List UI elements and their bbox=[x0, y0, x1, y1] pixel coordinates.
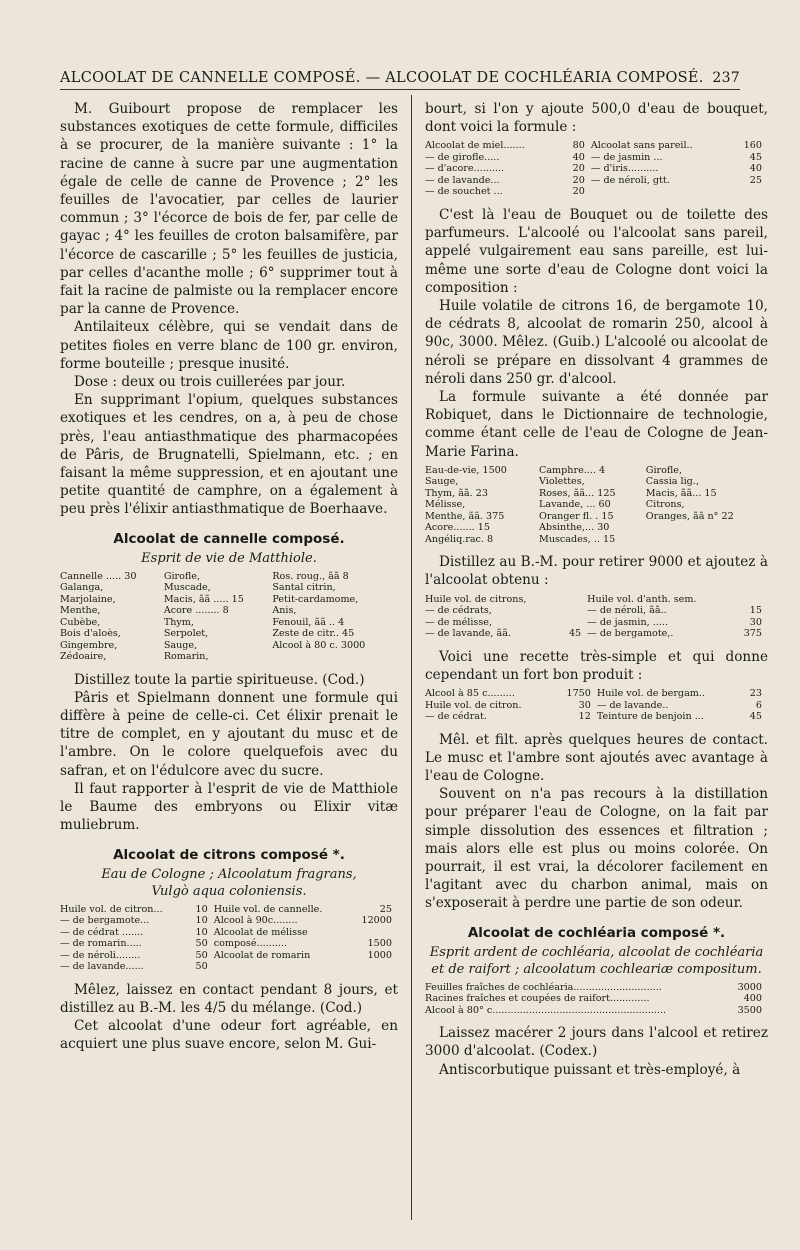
recipe-cell: Bois d'aloès, bbox=[60, 628, 121, 640]
section-subtitle: Eau de Cologne ; Alcoolatum fragrans, bbox=[101, 866, 357, 882]
recipe-cell: Huile vol. de citron... bbox=[60, 903, 163, 915]
paragraph: M. Guibourt propose de remplacer les substances exotiques de cette formule, difficiles à se procurer, de la manière suivante : 1° la racine de canne à sucre par une augmentation égale de celle de canne de Provence ; 2° les feuilles de l'avocatier, par celles de laurier commun ; 3° l'écorce de bois de fer, par celle de gayac ; 4° les feuilles de croton balsamifère, par l'écorce de cascarille ; 5° les feuilles de justicia, par celles d'acanthe molle ; 6° supprimer tout à fait la racine de palmiste ou la remplacer encore par la canne de Provence. bbox=[60, 101, 398, 318]
recipe-cell: 3000 bbox=[737, 981, 762, 993]
recipe-row bbox=[425, 993, 768, 1005]
recipe-cell: — de jasmin ... bbox=[590, 151, 663, 163]
recipe-cell: — de jasmin, ..... bbox=[587, 616, 668, 628]
section-subtitle: Vulgò aqua coloniensis. bbox=[151, 883, 307, 899]
recipe-cell: Racines fraîches et coupées de raifort............. bbox=[425, 993, 650, 1005]
paragraph: Mêl. et filt. après quelques heures de contact. Le musc et l'ambre sont ajoutés avec avantage à l'eau de Cologne. bbox=[425, 731, 768, 784]
recipe-row bbox=[60, 605, 398, 617]
paragraph: Voici une recette très-simple et qui donne cependant un fort bon produit : bbox=[425, 648, 768, 683]
recipe-cell: Thym, bbox=[163, 616, 194, 628]
paragraph: C'est là l'eau de Bouquet ou de toilette des parfumeurs. L'alcoolé ou l'alcoolat sans pareil, appelé vulgairement eau sans pareille, est lui-même une sorte d'eau de Cologne dont voici la composition : bbox=[425, 206, 768, 296]
recipe-table-farina bbox=[425, 465, 768, 546]
recipe-cell: Menthe, ãã. 375 bbox=[425, 510, 505, 522]
recipe-cell: 1000 bbox=[367, 949, 392, 961]
recipe-row bbox=[425, 186, 768, 198]
recipe-cell: Mélisse, bbox=[425, 499, 466, 511]
paragraph: Pâris et Spielmann donnent une formule qui diffère à peine de celle-ci. Cet élixir prenait le titre de complet, en y ajoutant du musc et de l'ambre. On le colore quelquefois avec du safran, et on l'édulcore avec du sucre. bbox=[60, 689, 398, 779]
recipe-cell: Huile vol. de bergam.. bbox=[596, 688, 705, 700]
recipe-cell: — de cédrat ....... bbox=[60, 926, 144, 938]
recipe-cell: Petit-cardamome, bbox=[272, 593, 359, 605]
recipe-cell: Menthe, bbox=[60, 605, 101, 617]
recipe-cell: Gingembre, bbox=[60, 639, 118, 651]
recipe-row bbox=[60, 640, 398, 652]
recipe-cell: — d'acore.......... bbox=[425, 163, 505, 175]
recipe-row bbox=[425, 711, 768, 723]
section-subtitle: Esprit de vie de Matthiole. bbox=[141, 550, 317, 566]
recipe-cell: Ros. roug., ãã 8 bbox=[272, 570, 349, 582]
recipe-table-cochlearia bbox=[425, 982, 768, 1017]
recipe-cell: 3500 bbox=[737, 1004, 762, 1016]
recipe-cell: — de bergamote... bbox=[60, 915, 150, 926]
recipe-cell: Cubèbe, bbox=[60, 616, 101, 628]
column-divider bbox=[411, 95, 412, 1220]
paragraph: Distillez au B.-M. pour retirer 9000 et ajoutez à l'alcoolat obtenu : bbox=[425, 554, 768, 589]
paragraph: En supprimant l'opium, quelques substances exotiques et les cendres, on a, à peu de chose près, l'eau antiasthmatique des pharmacopées de Pâris, de Brugnatelli, Spielmann, etc. ; en faisant la même suppression, et en ajoutant une petite quantité de camphre, on a également à peu près l'élixir antiasthmatique de Boerhaave. bbox=[60, 392, 398, 518]
recipe-cell: 45 bbox=[749, 711, 762, 723]
section-heading: Alcoolat de citrons composé *. bbox=[113, 846, 345, 863]
recipe-row bbox=[425, 605, 768, 617]
recipe-cell: — de mélisse, bbox=[425, 616, 492, 628]
recipe-row bbox=[60, 628, 398, 640]
recipe-cell: — de cédrats, bbox=[425, 605, 492, 617]
recipe-cell: composé.......... bbox=[213, 938, 288, 949]
recipe-cell: 10 bbox=[195, 903, 208, 915]
recipe-cell: Santal citrin, bbox=[272, 582, 336, 594]
paragraph: Il faut rapporter à l'esprit de vie de Matthiole le Baume des embryons ou Elixir vitæ muliebrum. bbox=[60, 780, 398, 834]
recipe-cell: 25 bbox=[749, 174, 762, 186]
recipe-row bbox=[425, 140, 768, 152]
recipe-cell: Girofle, bbox=[645, 464, 683, 476]
paragraph: Antilaiteux célèbre, qui se vendait dans de petites fioles en verre blanc de 100 gr. environ, forme bouteille ; presque inusité. bbox=[60, 319, 398, 372]
recipe-row bbox=[60, 582, 398, 594]
recipe-cell: 45 bbox=[749, 151, 762, 163]
recipe-cell: 30 bbox=[749, 616, 762, 628]
recipe-cell: Acore ........ 8 bbox=[163, 605, 229, 617]
recipe-row bbox=[425, 688, 768, 700]
recipe-cell bbox=[734, 186, 768, 198]
recipe-row bbox=[425, 628, 768, 640]
recipe-cell: — de romarin..... bbox=[60, 938, 142, 949]
recipe-table-ajout bbox=[425, 594, 768, 640]
recipe-cell: — d'iris.......... bbox=[590, 163, 659, 175]
recipe-row bbox=[425, 1005, 768, 1017]
recipe-cell: 20 bbox=[572, 186, 585, 198]
recipe-table-simple bbox=[425, 688, 768, 723]
recipe-cell: — de lavande.. bbox=[596, 699, 669, 711]
recipe-cell: Feuilles fraîches de cochléaria............................. bbox=[425, 981, 662, 993]
recipe-row bbox=[425, 488, 768, 500]
section-heading: Alcoolat de cannelle composé. bbox=[113, 530, 345, 547]
recipe-cell: 12000 bbox=[361, 915, 392, 926]
recipe-cell: Thym, ãã. 23 bbox=[425, 487, 488, 499]
recipe-row bbox=[425, 617, 768, 629]
recipe-cell: Cassia lig., bbox=[645, 476, 699, 488]
paragraph: Laissez macérer 2 jours dans l'alcool et retirez 3000 d'alcoolat. (Codex.) bbox=[425, 1025, 768, 1060]
recipe-cell: 50 bbox=[195, 949, 208, 961]
recipe-cell: 400 bbox=[743, 993, 762, 1005]
recipe-cell: Oranges, ãã n° 22 bbox=[645, 510, 734, 522]
recipe-cell: — de néroli, gtt. bbox=[590, 174, 670, 186]
recipe-cell: Huile vol. de citron. bbox=[425, 699, 522, 711]
paragraph: La formule suivante a été donnée par Robiquet, dans le Dictionnaire de technologie, comme étant celle de l'eau de Cologne de Jean-Marie Farina. bbox=[425, 388, 768, 460]
recipe-cell: Zeste de citr.. 45 bbox=[272, 628, 355, 640]
recipe-cell: Huile vol. de cannelle. bbox=[213, 903, 323, 915]
recipe-cell: 30 bbox=[578, 699, 591, 711]
recipe-cell: — de bergamote,. bbox=[587, 628, 674, 640]
recipe-cell: 20 bbox=[572, 174, 585, 186]
recipe-cell: Zédoaire, bbox=[60, 651, 107, 663]
recipe-cell: Sauge, bbox=[425, 476, 459, 488]
recipe-row bbox=[60, 594, 398, 606]
recipe-cell: Acore....... 15 bbox=[425, 522, 490, 534]
recipe-cell: — de lavande... bbox=[425, 174, 500, 186]
paragraph: Huile volatile de citrons 16, de bergamote 10, de cédrats 8, alcoolat de romarin 250, alcool à 90c, 3000. Mêlez. (Guib.) L'alcoolé ou alcoolat de néroli se prépare en dissolvant 4 grammes de néroli dans 250 gr. d'alcool. bbox=[425, 297, 768, 387]
recipe-cell: Camphre.... 4 bbox=[539, 464, 606, 476]
recipe-cell bbox=[591, 186, 735, 198]
recipe-row bbox=[60, 651, 398, 663]
header-title: ALCOOLAT DE CANNELLE COMPOSÉ. — ALCOOLAT DE COCHLÉARIA COMPOSÉ. bbox=[60, 70, 704, 86]
recipe-cell: Teinture de benjoin ... bbox=[596, 711, 704, 723]
recipe-cell: — de néroli........ bbox=[60, 949, 141, 961]
recipe-cell: Roses, ãã... 125 bbox=[539, 487, 616, 499]
recipe-cell: 25 bbox=[379, 903, 392, 915]
recipe-row bbox=[60, 571, 398, 583]
recipe-cell: 1750 bbox=[566, 688, 591, 700]
paragraph: Distillez toute la partie spiritueuse. (Cod.) bbox=[74, 671, 365, 688]
recipe-cell: 20 bbox=[572, 163, 585, 175]
recipe-cell: 40 bbox=[572, 151, 585, 163]
recipe-cell: Oranger fl. . 15 bbox=[539, 510, 614, 522]
recipe-cell: Alcool à 90c........ bbox=[213, 915, 298, 926]
recipe-cell: 50 bbox=[195, 938, 208, 949]
recipe-row bbox=[425, 700, 768, 712]
running-header bbox=[60, 70, 740, 90]
recipe-cell: — de lavande...... bbox=[60, 961, 144, 972]
recipe-table-cannelle bbox=[60, 571, 398, 663]
recipe-cell: Muscade, bbox=[163, 582, 211, 594]
recipe-cell: Cannelle ..... 30 bbox=[60, 570, 137, 582]
recipe-row bbox=[425, 982, 768, 994]
recipe-cell bbox=[736, 594, 768, 606]
recipe-row bbox=[425, 163, 768, 175]
paragraph: Mêlez, laissez en contact pendant 8 jours, et distillez au B.-M. les 4/5 du mélange. (Cod.) bbox=[60, 981, 398, 1016]
recipe-cell: Anis, bbox=[272, 605, 297, 617]
recipe-cell: Girofle, bbox=[163, 570, 201, 582]
recipe-cell: 80 bbox=[572, 140, 585, 152]
recipe-cell: Macis, ãã... 15 bbox=[645, 487, 717, 499]
recipe-cell: — de néroli, ãã.. bbox=[587, 605, 667, 617]
recipe-row bbox=[425, 175, 768, 187]
recipe-row bbox=[425, 476, 768, 488]
recipe-cell bbox=[352, 961, 398, 973]
recipe-row bbox=[60, 617, 398, 629]
recipe-row bbox=[425, 522, 768, 534]
paragraph: Antiscorbutique puissant et très-employé, à bbox=[439, 1061, 741, 1078]
recipe-row bbox=[425, 594, 768, 606]
paragraph: Cet alcoolat d'une odeur fort agréable, en acquiert une plus suave encore, selon M. Gui- bbox=[60, 1017, 398, 1053]
recipe-cell: 1500 bbox=[367, 938, 392, 949]
recipe-cell: Citrons, bbox=[645, 499, 685, 511]
recipe-row bbox=[425, 534, 768, 546]
recipe-cell: 50 bbox=[195, 961, 208, 972]
recipe-row bbox=[425, 499, 768, 511]
recipe-cell bbox=[352, 927, 398, 939]
recipe-cell: Sauge, bbox=[163, 639, 198, 651]
recipe-cell: Lavande, ... 60 bbox=[539, 499, 611, 511]
right-column bbox=[425, 100, 768, 1079]
recipe-row bbox=[425, 152, 768, 164]
recipe-cell: — de girofle..... bbox=[425, 151, 500, 163]
recipe-cell: Alcoolat de miel....... bbox=[425, 140, 525, 152]
recipe-cell bbox=[646, 522, 768, 534]
recipe-row bbox=[60, 904, 398, 916]
recipe-cell: Absinthe,... 30 bbox=[539, 522, 610, 534]
recipe-cell: Macis, ãã ..... 15 bbox=[163, 593, 244, 605]
recipe-cell bbox=[272, 651, 398, 663]
page-number: 237 bbox=[712, 70, 740, 86]
recipe-cell bbox=[563, 617, 587, 629]
recipe-cell: Eau-de-vie, 1500 bbox=[425, 464, 507, 476]
recipe-cell: 12 bbox=[578, 711, 591, 723]
recipe-cell: Alcoolat de mélisse bbox=[213, 926, 308, 938]
recipe-row bbox=[60, 927, 398, 939]
recipe-cell bbox=[563, 594, 587, 606]
recipe-cell: Marjolaine, bbox=[60, 593, 116, 605]
recipe-cell: Violettes, bbox=[539, 476, 585, 488]
recipe-row bbox=[425, 511, 768, 523]
recipe-cell: — de cédrat. bbox=[425, 711, 487, 723]
recipe-cell: 10 bbox=[195, 915, 208, 926]
paragraph: Souvent on n'a pas recours à la distillation pour préparer l'eau de Cologne, on la fait par simple dissolution des essences et filtration ; mais alors elle est plus ou moins colorée. On pourrait, il est vrai, la décolorer facilement en l'agitant avec du charbon animal, mais on s'exposerait à perdre une partie de son odeur. bbox=[425, 786, 768, 912]
recipe-cell bbox=[563, 605, 587, 617]
recipe-table-citrons bbox=[60, 904, 398, 973]
recipe-cell: Angéliq.rac. 8 bbox=[425, 533, 494, 545]
recipe-cell: Alcoolat de romarin bbox=[213, 949, 311, 961]
recipe-cell: Huile vol. d'anth. sem. bbox=[587, 593, 697, 605]
recipe-cell: 15 bbox=[749, 605, 762, 617]
recipe-cell: Muscades, .. 15 bbox=[539, 533, 616, 545]
recipe-cell: Alcool à 80° c......................................................... bbox=[425, 1004, 667, 1016]
recipe-cell: Alcool à 85 c......... bbox=[425, 688, 515, 700]
recipe-cell: 160 bbox=[743, 140, 762, 152]
paragraph: bourt, si l'on y ajoute 500,0 d'eau de bouquet, dont voici la formule : bbox=[425, 101, 768, 136]
recipe-cell: Alcoolat sans pareil.. bbox=[590, 140, 693, 152]
recipe-cell: Galanga, bbox=[60, 582, 104, 594]
recipe-cell: Serpolet, bbox=[163, 628, 209, 640]
recipe-cell: 40 bbox=[749, 163, 762, 175]
paragraph: Dose : deux ou trois cuillerées par jour. bbox=[74, 374, 346, 391]
recipe-cell: 375 bbox=[743, 628, 762, 640]
recipe-cell: Romarin, bbox=[163, 651, 209, 663]
recipe-cell: 6 bbox=[755, 699, 762, 711]
recipe-cell: — de lavande, ãã. bbox=[425, 628, 512, 640]
recipe-row bbox=[60, 950, 398, 962]
recipe-cell: Fenouil, ãã .. 4 bbox=[272, 616, 345, 628]
recipe-row bbox=[60, 961, 398, 973]
recipe-table-bouquet bbox=[425, 140, 768, 198]
recipe-cell: — de souchet ... bbox=[425, 186, 503, 198]
recipe-cell bbox=[646, 534, 768, 546]
recipe-row bbox=[60, 938, 398, 950]
recipe-row bbox=[60, 915, 398, 927]
section-heading: Alcoolat de cochléaria composé *. bbox=[467, 924, 726, 941]
recipe-cell: 45 bbox=[568, 628, 582, 640]
recipe-row bbox=[425, 465, 768, 477]
recipe-cell: Huile vol. de citrons, bbox=[425, 593, 527, 605]
recipe-cell: Alcool à 80 c. 3000 bbox=[272, 639, 366, 651]
recipe-cell: 23 bbox=[749, 688, 762, 700]
left-column bbox=[60, 100, 398, 1053]
section-subtitle: Esprit ardent de cochléaria, alcoolat de cochléaria et de raifort ; alcoolatum cochleariæ compositum. bbox=[429, 944, 764, 977]
recipe-cell bbox=[214, 961, 352, 973]
recipe-cell: 10 bbox=[195, 926, 208, 938]
